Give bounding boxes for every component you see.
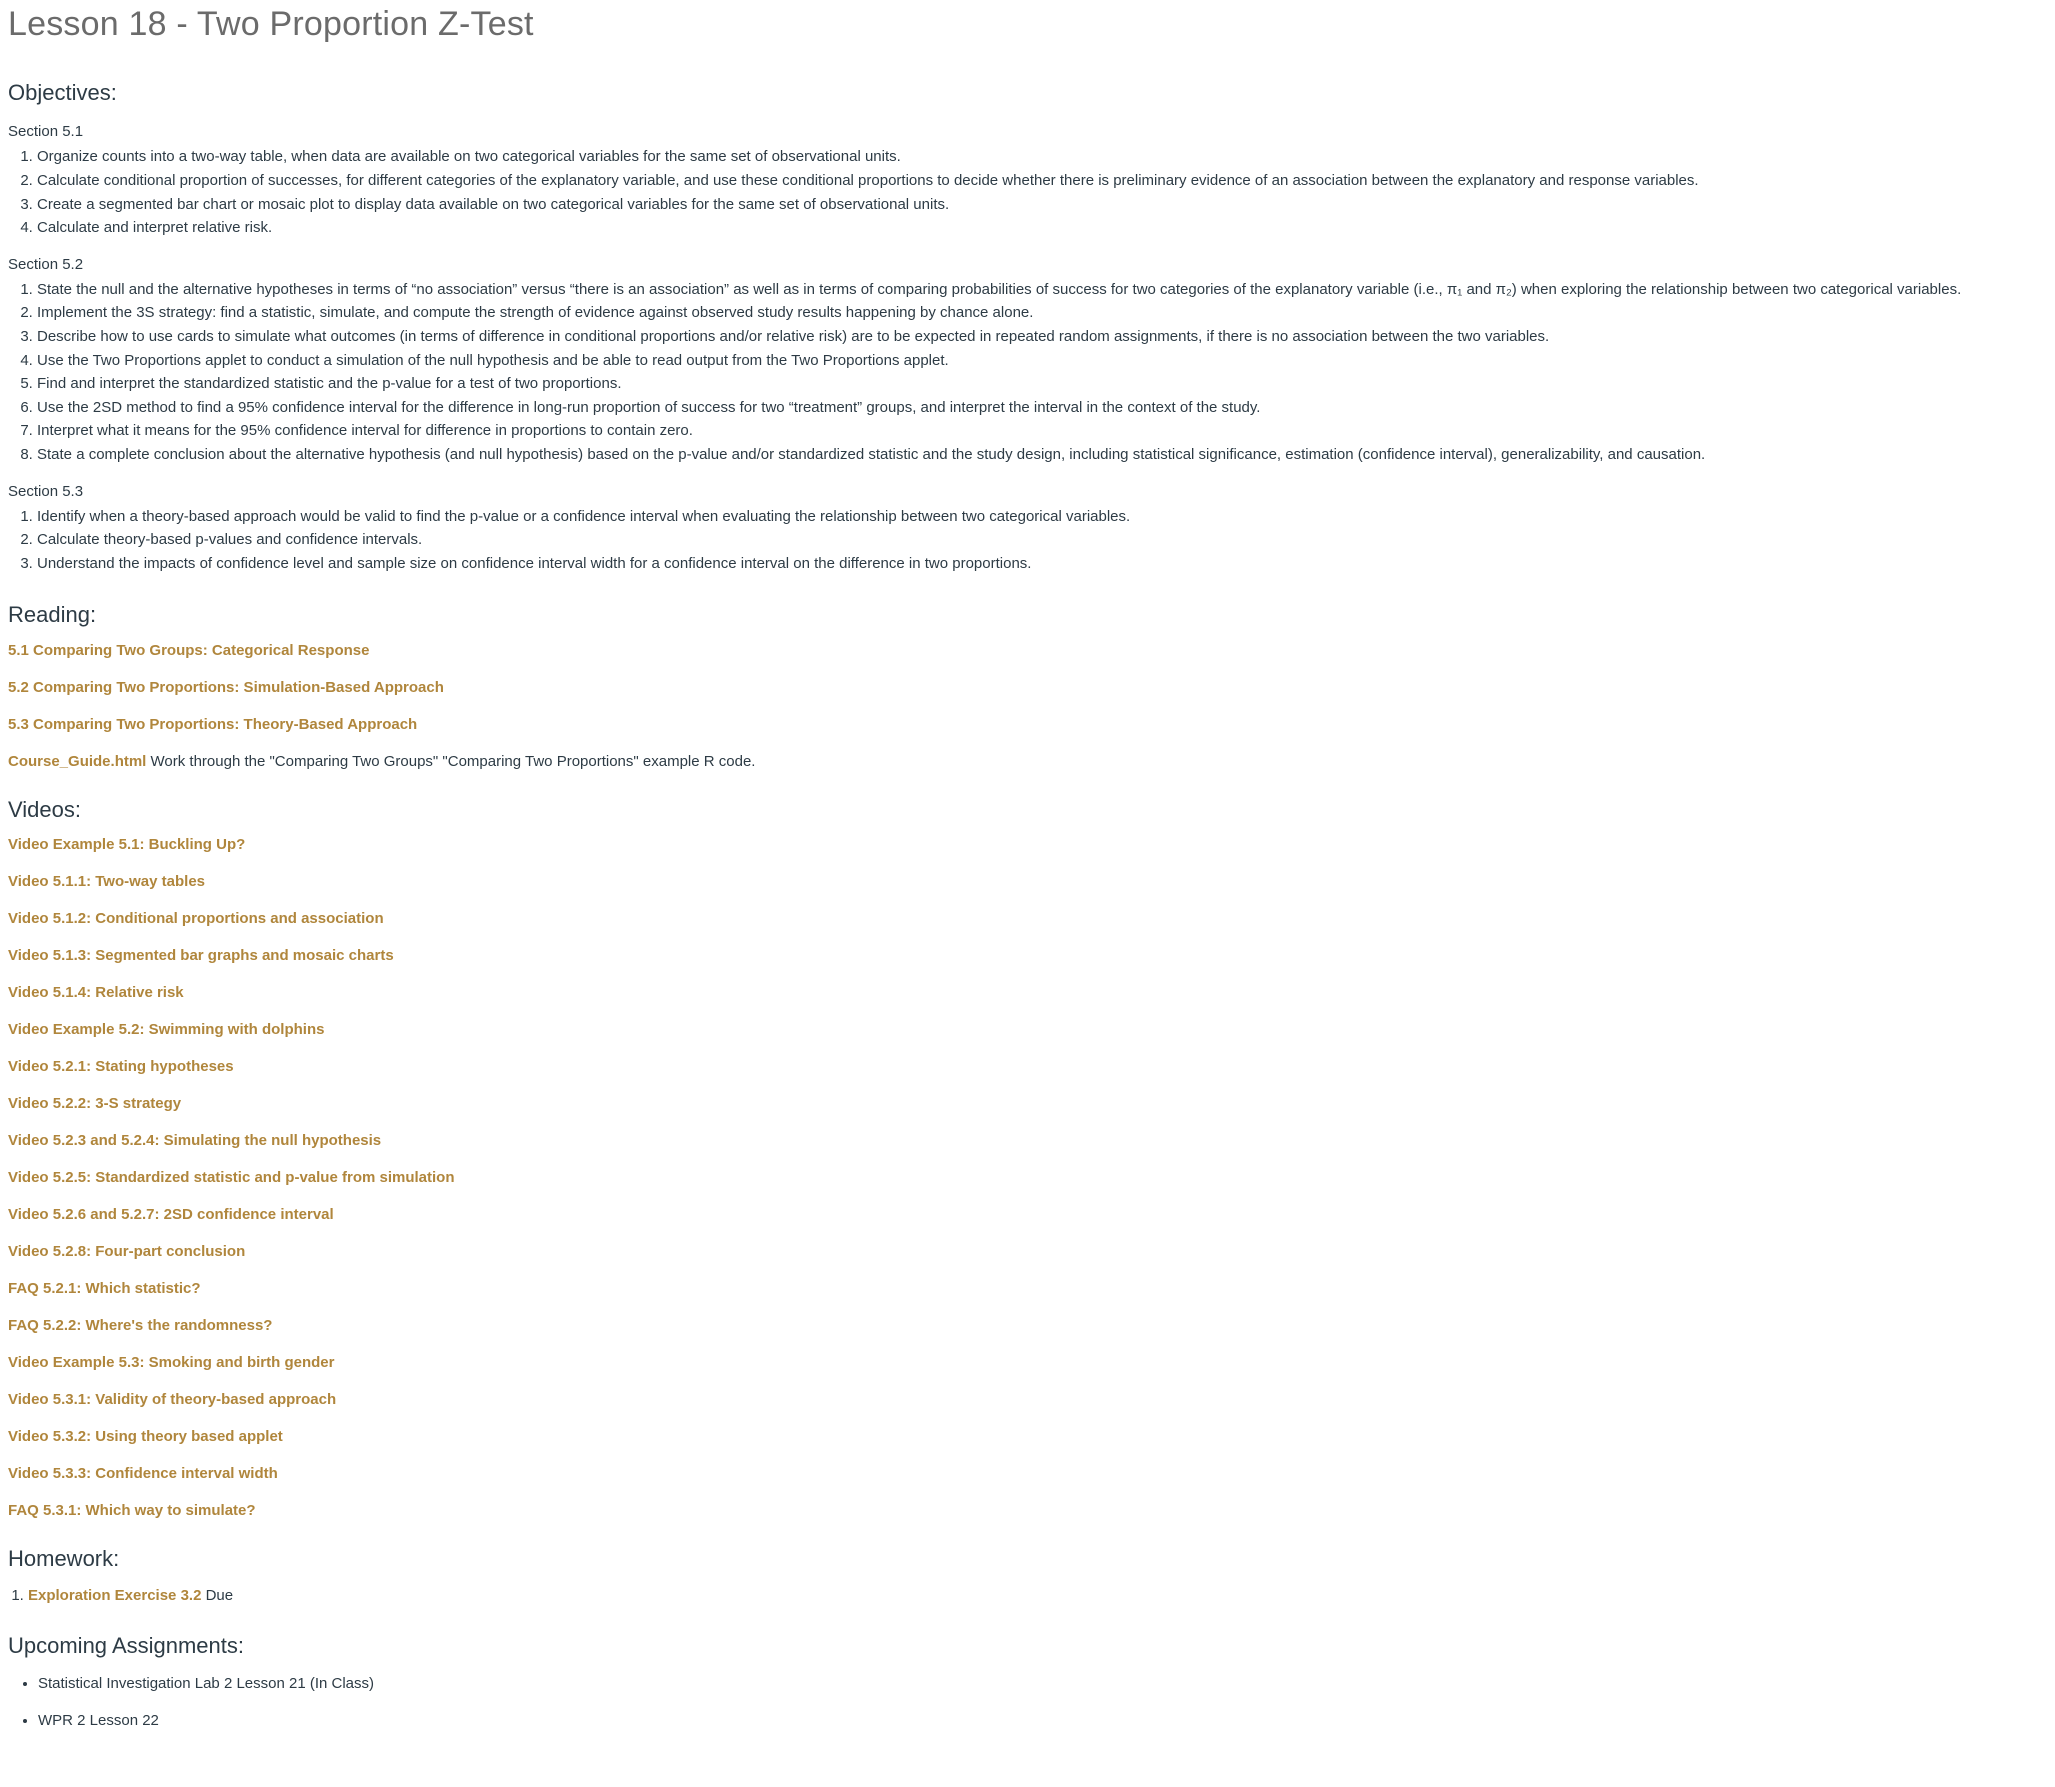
section-label: Section 5.1 <box>8 123 84 141</box>
video-link[interactable]: Video 5.2.3 and 5.2.4: Simulating the null hypothesis <box>8 1132 382 1150</box>
video-link-row <box>8 1058 2045 1075</box>
reading-link[interactable]: 5.3 Comparing Two Proportions: Theory-Based Approach <box>8 715 418 733</box>
reading-link-row <box>8 716 2045 733</box>
video-link-row <box>8 1243 2045 1260</box>
objective-item: 2. Calculate theory-based p-values and confidence intervals. <box>37 528 2045 552</box>
objective-item: 5. Find and interpret the standardized statistic and the p-value for a test of two proportions. <box>37 372 2045 396</box>
objective-item: 7. Interpret what it means for the 95% confidence interval for difference in proportions to contain zero. <box>37 419 2045 443</box>
video-link[interactable]: FAQ 5.3.1: Which way to simulate? <box>8 1502 256 1520</box>
video-link-row <box>8 1465 2045 1482</box>
video-link[interactable]: Video 5.2.6 and 5.2.7: 2SD confidence interval <box>8 1206 334 1224</box>
upcoming-assignment-item: • Statistical Investigation Lab 2 Lesson 21 (In Class) <box>38 1673 2045 1695</box>
reading-link[interactable]: 5.1 Comparing Two Groups: Categorical Response <box>8 641 370 659</box>
videos-heading: Videos: <box>8 796 81 822</box>
video-link[interactable]: Video 5.2.2: 3-S strategy <box>8 1095 182 1113</box>
objectives-heading: Objectives: <box>8 79 117 105</box>
video-link-row <box>8 1095 2045 1112</box>
section-label: Section 5.2 <box>8 255 84 273</box>
objective-item: 3. Describe how to use cards to simulate what outcomes (in terms of difference in conditional proportions and/or relative risk) are to be expected in repeated random assignments, if there is no association between the two variables. <box>37 325 2045 349</box>
video-link-row <box>8 836 2045 853</box>
reading-link-row <box>8 679 2045 696</box>
objective-item: 3. Understand the impacts of confidence level and sample size on confidence interval width for a confidence interval on the difference in two proportions. <box>37 552 2045 576</box>
video-link-row <box>8 1502 2045 1519</box>
objectives-section <box>8 255 2045 467</box>
objective-item: 1. Organize counts into a two-way table, when data are available on two categorical variables for the same set of observational units. <box>37 145 2045 169</box>
objective-item: 2. Calculate conditional proportion of successes, for different categories of the explanatory variable, and use these conditional proportions to decide whether there is preliminary evidence of an association between the explanatory and response variables. <box>37 169 2045 193</box>
video-link[interactable]: Video 5.1.1: Two-way tables <box>8 873 206 891</box>
section-label: Section 5.3 <box>8 482 84 500</box>
video-links <box>8 836 2045 1519</box>
video-link[interactable]: Video 5.2.1: Stating hypotheses <box>8 1058 234 1076</box>
video-link-row <box>8 947 2045 964</box>
video-link[interactable]: FAQ 5.2.1: Which statistic? <box>8 1280 201 1298</box>
video-link[interactable]: Video 5.2.8: Four-part conclusion <box>8 1243 246 1261</box>
video-link[interactable]: Video Example 5.1: Buckling Up? <box>8 836 246 854</box>
homework-item <box>28 1586 2045 1606</box>
objectives-list <box>8 505 2045 576</box>
video-link[interactable]: Video 5.1.3: Segmented bar graphs and mosaic charts <box>8 947 394 965</box>
video-link[interactable]: Video 5.1.4: Relative risk <box>8 984 184 1002</box>
objectives-section <box>8 482 2045 576</box>
video-link[interactable]: Video Example 5.3: Smoking and birth gender <box>8 1354 335 1372</box>
objectives-section <box>8 122 2045 239</box>
video-link[interactable]: Video 5.1.2: Conditional proportions and association <box>8 910 384 928</box>
video-link-row <box>8 984 2045 1001</box>
upcoming-assignments-list <box>8 1673 2045 1732</box>
course-guide-row <box>8 753 2045 770</box>
objective-item: 4. Use the Two Proportions applet to conduct a simulation of the null hypothesis and be able to read output from the Two Proportions applet. <box>37 349 2045 373</box>
video-link-row <box>8 1132 2045 1149</box>
objectives-list <box>8 145 2045 239</box>
reading-link[interactable]: 5.2 Comparing Two Proportions: Simulation-Based Approach <box>8 678 444 696</box>
objective-item: 8. State a complete conclusion about the alternative hypothesis (and null hypothesis) based on the p-value and/or standardized statistic and the study design, including statistical significance, estimation (confidence interval), generalizability, and causation. <box>37 443 2045 467</box>
video-link-row <box>8 1206 2045 1223</box>
upcoming-assignments-heading: Upcoming Assignments: <box>8 1633 244 1659</box>
homework-heading: Homework: <box>8 1546 120 1572</box>
upcoming-assignment-item: • WPR 2 Lesson 22 <box>38 1710 2045 1732</box>
video-link-row <box>8 1317 2045 1334</box>
page-title: Lesson 18 - Two Proportion Z-Test <box>8 5 534 43</box>
objective-item: 3. Create a segmented bar chart or mosaic plot to display data available on two categorical variables for the same set of observational units. <box>37 193 2045 217</box>
homework-due-text: Due <box>201 1587 234 1605</box>
objective-item: 1. Identify when a theory-based approach would be valid to find the p-value or a confidence interval when evaluating the relationship between two categorical variables. <box>37 505 2045 529</box>
video-link-row <box>8 1391 2045 1408</box>
homework-list <box>8 1586 2045 1606</box>
video-link[interactable]: Video 5.3.1: Validity of theory-based approach <box>8 1391 337 1409</box>
homework-link[interactable]: Exploration Exercise 3.2 <box>28 1587 202 1605</box>
reading-link-row <box>8 642 2045 659</box>
objectives-list <box>8 278 2045 467</box>
video-link[interactable]: Video 5.3.3: Confidence interval width <box>8 1465 278 1483</box>
objective-item: 2. Implement the 3S strategy: find a statistic, simulate, and compute the strength of evidence against observed study results happening by chance alone. <box>37 301 2045 325</box>
video-link[interactable]: FAQ 5.2.2: Where's the randomness? <box>8 1317 273 1335</box>
objective-item: 1. State the null and the alternative hypotheses in terms of “no association” versus “there is an association” as well as in terms of comparing probabilities of success for two categories of the explanatory variable (i.e., π₁ and π₂) when exploring the relationship between two categorical variables. <box>37 278 2045 302</box>
course-guide-link[interactable]: Course_Guide.html <box>8 752 147 770</box>
video-link-row <box>8 910 2045 927</box>
reading-links <box>8 642 2045 733</box>
video-link-row <box>8 1280 2045 1297</box>
objective-item: 6. Use the 2SD method to find a 95% confidence interval for the difference in long-run proportion of success for two “treatment” groups, and interpret the interval in the context of the study. <box>37 396 2045 420</box>
video-link-row <box>8 1021 2045 1038</box>
video-link-row <box>8 1354 2045 1371</box>
reading-heading: Reading: <box>8 602 97 628</box>
video-link-row <box>8 873 2045 890</box>
content-root <box>8 4 2045 1732</box>
course-guide-text: Work through the "Comparing Two Groups" "Comparing Two Proportions" example R code. <box>146 752 756 770</box>
video-link-row <box>8 1169 2045 1186</box>
objectives-sections <box>8 122 2045 575</box>
video-link[interactable]: Video 5.2.5: Standardized statistic and p-value from simulation <box>8 1169 455 1187</box>
video-link[interactable]: Video 5.3.2: Using theory based applet <box>8 1428 283 1446</box>
objective-item: 4. Calculate and interpret relative risk. <box>37 216 2045 240</box>
video-link[interactable]: Video Example 5.2: Swimming with dolphins <box>8 1021 325 1039</box>
video-link-row <box>8 1428 2045 1445</box>
